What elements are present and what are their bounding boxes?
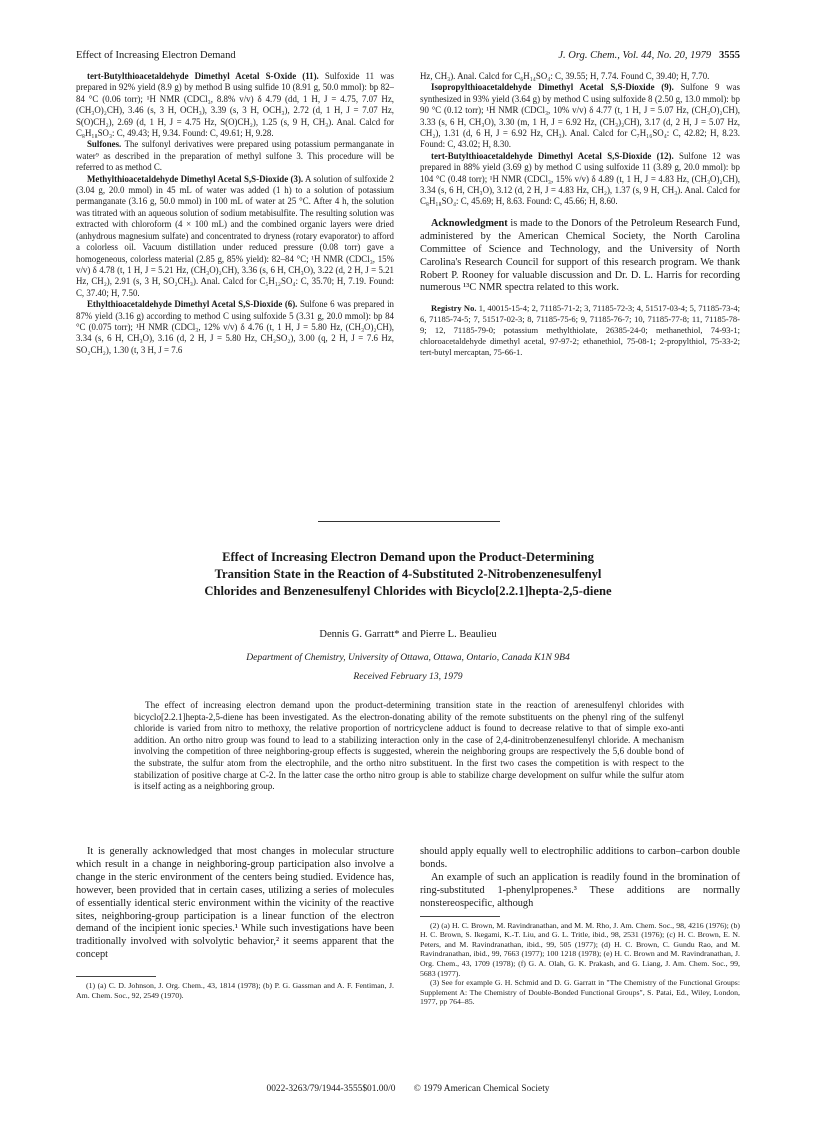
page-footer: [76, 1084, 740, 1094]
compound-heading: tert-Butylthioacetaldehyde Dimethyl Acetal S-Oxide (11).: [87, 71, 319, 81]
registry-heading: Registry No.: [431, 303, 477, 314]
running-head-citation: [558, 50, 740, 61]
acknowledgment-heading: Acknowledgment: [431, 217, 508, 229]
authors: Dennis G. Garratt* and Pierre L. Beaulieu: [319, 629, 497, 640]
experimental-paragraph: [76, 174, 394, 299]
copyright: © 1979 American Chemical Society: [413, 1084, 550, 1094]
body-paragraph: should apply equally well to electrophilic additions to carbon–carbon double bonds.: [420, 846, 740, 870]
title-line: Transition State in the Reaction of 4-Substituted 2-Nitrobenzenesulfenyl: [214, 567, 602, 581]
footnotes-right: [420, 921, 740, 1007]
journal-citation: J. Org. Chem., Vol. 44, No. 20, 1979: [558, 50, 712, 61]
footnote-rule: [76, 976, 156, 977]
footnotes-left: [76, 981, 394, 1000]
experimental-text: Sulfone 6 was prepared in 87% yield (3.16 g) according to method C using sulfoxide 5 (3.31 g, 20.0 mmol): bp 84 °C (0.075 torr); ¹H NMR (CDCl₃, 12% v/v) δ 4.76 (t, 1 H, J = 5.80 Hz, (CH₃O)₂CH), 3.34 (s, 6 H, CH₃O), 3.16 (d, 2 H, J = 5.80 Hz, CH₂SO₂), 3.00 (q, 2 H, J = 7.6 Hz, SO₂CH₂), 1.30 (t, 3 H, J = 7.6: [76, 299, 394, 355]
body-left-column: [76, 846, 394, 1000]
experimental-text: Sulfone 9 was synthesized in 93% yield (3.64 g) by method C using sulfoxide 8 (2.50 g, 13.0 mmol): bp 90 °C (0.12 torr); ¹H NMR (CDCl₃, 10% v/v) δ 4.77 (t, 1 H, J = 5.07 Hz, (CH₃O)₂CH), 3.33 (s, 6 H, CH₃O), 3.30 (m, 1 H, J = 6.92 Hz, (CH₃)₂CH), 3.17 (d, 2 H, J = 5.07 Hz, CH₂), 1.31 (d, 6 H, J = 6.92 Hz, CH₃). Anal. Calcd for C₇H₁₆SO₄: C, 42.82; H, 8.23. Found: C, 43.02; H, 8.30.: [420, 82, 740, 150]
title-line: Chlorides and Benzenesulfenyl Chlorides with Bicyclo[2.2.1]hepta-2,5-diene: [204, 584, 612, 598]
compound-heading: tert-Butylthioacetaldehyde Dimethyl Acetal S,S-Dioxide (12).: [431, 150, 674, 161]
footnote-rule: [420, 916, 500, 917]
article-separator-rule: [318, 521, 500, 522]
experimental-paragraph: [76, 139, 394, 173]
footnote: (2) (a) H. C. Brown, M. Ravindranathan, and M. M. Rho, J. Am. Chem. Soc., 98, 4216 (1976); (b) H. C. Brown, S. Ikegami, K.-T. Liu, and G. L. Tritle, ibid., 98, 2531 (1976); (c) H. C. Brown, E. N. Peters, and M. Ravindranathan, ibid., 99, 505 (1977); (d) H. C. Brown, C. Gundu Rao, and M. Ravindranathan, ibid., 99, 7663 (1977); 100 1218 (1978); (e) H. C. Brown and M. Ravindranathan, J. Org. Chem., 43, 1709 (1978); (f) G. A. Olah, G. K. Prakash, and G. Liang, J. Am. Chem. Soc., 99, 5683 (1977).: [420, 920, 740, 978]
compound-heading: Isopropylthioacetaldehyde Dimethyl Acetal S,S-Dioxide (9).: [431, 82, 674, 93]
experimental-paragraph: [76, 71, 394, 139]
received-date: Received February 13, 1979: [353, 671, 463, 682]
footnote: (1) (a) C. D. Johnson, J. Org. Chem., 43, 1814 (1978); (b) P. G. Gassman and A. F. Fentiman, J. Am. Chem. Soc., 92, 2549 (1970).: [76, 981, 394, 1000]
footnote: (3) See for example G. H. Schmid and D. G. Garratt in "The Chemistry of the Functional Groups: Supplement A: The Chemistry of Double-Bonded Functional Groups", S. Patai, Ed., Wiley, London, 1977, pp 764–85.: [420, 978, 740, 1007]
experimental-paragraph: [76, 299, 394, 356]
compound-heading: Methylthioacetaldehyde Dimethyl Acetal S,S-Dioxide (3).: [87, 173, 304, 184]
experimental-text: Sulfone 12 was prepared in 88% yield (3.69 g) by method C using sulfoxide 11 (3.89 g, 20.0 mmol): bp 104 °C (0.48 torr); ¹H NMR (CDCl₃, 15% v/v) δ 4.89 (t, 1 H, J = 4.83 Hz, (CH₃O)₂CH), 3.34 (s, 6 H, CH₃O), 3.12 (d, 2 H, J = 4.83 Hz, CH₂), 1.37 (s, 9 H, CH₃). Anal. Calcd for C₈H₁₈SO₄: C, 45.69; H, 8.63. Found: C, 45.66; H, 8.60.: [420, 150, 741, 207]
experimental-paragraph: [420, 82, 740, 150]
experimental-text: The sulfonyl derivatives were prepared using potassium permanganate in water⁹ as described in the preparation of methyl sulfone 3. This procedure will be referred to as method C.: [76, 139, 395, 173]
body-right-column: [420, 846, 740, 1007]
acknowledgment: [420, 218, 740, 295]
section-heading: Sulfones.: [87, 139, 122, 150]
experimental-left-column: [76, 71, 394, 356]
body-paragraph: An example of such an application is readily found in the bromination of ring-substituted 1-phenylpropenes.³ These additions are normally nonstereospecific, although: [420, 871, 740, 909]
experimental-right-column: [420, 71, 740, 358]
experimental-text: Sulfoxide 11 was prepared in 92% yield (8.9 g) by method B using sulfide 10 (8.91 g, 50.0 mmol): bp 82–84 °C (0.06 torr); ¹H NMR (CDCl₃, 8.8% v/v) δ 4.79 (dd, 1 H, J = 4.75, 7.07 Hz, (CH₃O)₂CH), 3.46 (s, 3 H, OCH₃), 3.39 (s, 3 H, OCH₃), 2.72 (d, 1 H, J = 7.07 Hz, S(O)CH₂), 2.69 (d, 1 H, J = 4.75 Hz, S(O)CH₂), 1.25 (s, 9 H, CH₃). Anal. Calcd for C₈H₁₈SO₃: C, 49.43; H, 9.34. Found: C, 49.61; H, 9.28.: [76, 71, 395, 139]
article-title: [76, 549, 740, 600]
abstract: The effect of increasing electron demand upon the product-determining transition state in the reaction of arenesulfenyl chlorides with bicyclo[2.2.1]hepta-2,5-diene has been investigated. As the electron-donating ability of the remote substituents on the phenyl ring of the sulfenyl chloride is varied from nitro to methoxy, the relative proportion of nortricyclene adduct is found to decrease relative to that of simple exo-anti addition. An ortho nitro group was found to lead to a stabilizing interaction only in the case of 2,4-dinitrobenzenesulfenyl chloride. A mechanism involving the competition of three neighboring-group effects is suggested, wherein the neighboring groups are respectively the 5,6 double bond of the substrate, the sulfur atom from the electrophile, and the ortho nitro substituent. In the first two cases the competition is with respect to the stabilization of positive charge at C-2. In the latter case the ortho nitro group is able to stabilize charge development on sulfur while the sulfur atom is itself acting as a neighboring group.: [134, 700, 684, 792]
page-number: 3555: [719, 50, 740, 61]
acknowledgment-text: is made to the Donors of the Petroleum Research Fund, administered by the American Chemical Society, the North Carolina Committee of Science and Technology, and the University of North Carolina's Research Council for support of this research program. We thank Robert P. Rooney for valuable discussion and Dr. D. L. Harris for recording numerous ¹³C NMR spectra related to this work.: [420, 217, 740, 294]
running-head: [76, 50, 740, 61]
registry-text: 1, 40015-15-4; 2, 71185-71-2; 3, 71185-72-3; 4, 51517-03-4; 5, 71185-73-4; 6, 71185-74-5; 7, 51517-02-3; 8, 71185-75-6; 9, 71185-76-7; 10, 71185-77-8; 11, 71185-78-9; 12, 71185-79-0; potassium methylthiolate, 26385-24-0; methanethiol, 74-93-1; chloroacetaldehyde dimethyl acetal, 97-97-2; ethanethiol, 75-08-1; 2-propylthiol, 75-33-2; tert-butyl mercaptan, 75-66-1.: [420, 303, 740, 358]
affiliation: Department of Chemistry, University of Ottawa, Ottawa, Ontario, Canada K1N 9B4: [246, 652, 570, 663]
registry-numbers: [420, 303, 740, 358]
compound-heading: Ethylthioacetaldehyde Dimethyl Acetal S,S-Dioxide (6).: [87, 299, 298, 310]
experimental-paragraph: [420, 151, 740, 208]
body-paragraph: It is generally acknowledged that most changes in molecular structure which result in a change in neighboring-group participation also involve a change in the steric environment of the centers being studied. Evidence has, however, been provided that in certain cases, utilizing a series of molecules of essentially identical steric environment within the vicinity of the reactive sites, neighboring-group participation is a linear function of the electron demand of the incipient ionic species.¹ While such investigations have been traditionally involved with solvolytic behavior,² it seems apparent that the concept: [76, 846, 394, 961]
experimental-text: A solution of sulfoxide 2 (3.04 g, 20.0 mmol) in 45 mL of water was added (1 h) to a solution of potassium permanganate (3.16 g, 50.0 mmol) in 100 mL of water at 25 °C. After 4 h, the solution was titrated with an aqueous solution of sodium metabisulfite. The resulting solution was extracted with chloroform (4 × 100 mL) and the combined organic layers were dried (anhydrous magnesium sulfate) and concentrated to dryness (rotary evaporator) to afford a colorless oil. Vacuum distillation under reduced pressure (0.08 torr) gave a homogeneous, colorless material (2.85 g, 85% yield): 82–84 °C; ¹H NMR (CDCl₃, 15% v/v) δ 4.78 (t, 1 H, J = 5.21 Hz, (CH₃O)₂CH), 3.36 (s, 6 H, CH₃O), 3.22 (d, 2 H, J = 5.21 Hz, CH₂), 2.91 (s, 3 H, SO₂CH₃). Anal. Calcd for C₅H₁₂SO₄: C, 35.70; H, 7.19. Found: C, 37.40; H, 7.50.: [76, 173, 394, 298]
running-head-title: Effect of Increasing Electron Demand: [76, 50, 236, 61]
article-code: 0022-3263/79/1944-3555$01.00/0: [266, 1084, 396, 1094]
title-line: Effect of Increasing Electron Demand upon the Product-Determining: [222, 550, 594, 564]
experimental-paragraph: Hz, CH₃). Anal. Calcd for C₆H₁₄SO₄: C, 39.55; H, 7.74. Found C, 39.40; H, 7.70.: [420, 71, 710, 81]
